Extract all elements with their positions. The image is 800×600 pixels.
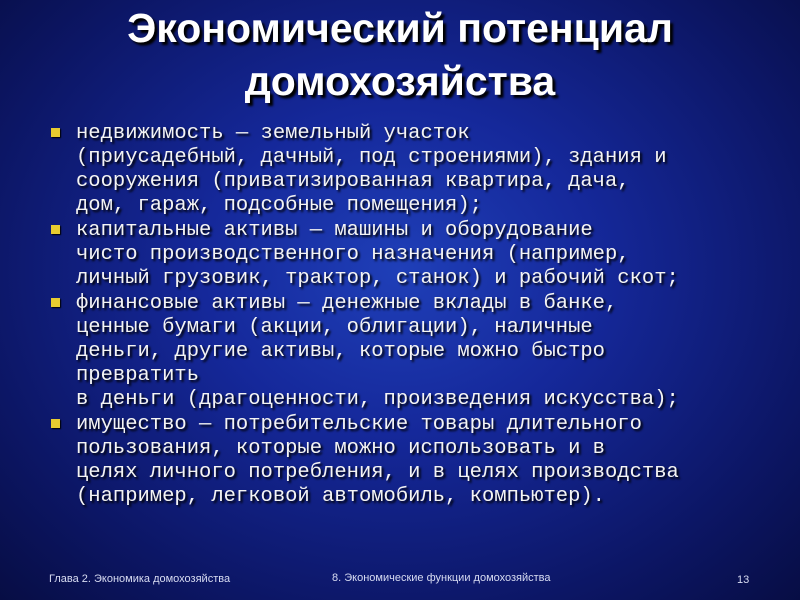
bullet-line: недвижимость — земельный участок xyxy=(76,122,470,145)
square-bullet-icon xyxy=(51,298,60,307)
slide-title-line: Экономический потенциал xyxy=(127,5,673,51)
bullet-line: личный грузовик, трактор, станок) и рабочий скот; xyxy=(76,267,679,290)
bullet-item-financial-assets xyxy=(48,292,793,412)
bullet-text xyxy=(76,292,793,412)
bullet-line: имущество — потребительские товары длительного xyxy=(76,413,642,436)
bullet-line: (например, легковой автомобиль, компьютер). xyxy=(76,485,605,508)
bullet-text xyxy=(76,413,793,509)
bullet-line: превратить xyxy=(76,364,200,387)
footer-chapter: Глава 2. Экономика домохозяйства xyxy=(49,573,231,585)
bullet-line: деньги, другие активы, которые можно быстро xyxy=(76,340,605,363)
bullet-line: дом, гараж, подсобные помещения); xyxy=(76,194,482,217)
square-bullet-icon xyxy=(51,225,60,234)
bullet-item-capital-assets xyxy=(48,219,793,291)
footer-section: 8. Экономические функции домохозяйства xyxy=(332,572,551,584)
bullet-list xyxy=(48,122,793,510)
bullet-line: финансовые активы — денежные вклады в банке, xyxy=(76,292,618,315)
square-bullet-icon xyxy=(51,128,60,137)
bullet-item-property xyxy=(48,413,793,509)
bullet-line: целях личного потребления, и в целях производства xyxy=(76,461,679,484)
square-bullet-icon xyxy=(51,419,60,428)
slide-number: 13 xyxy=(737,574,750,586)
bullet-line: капитальные активы — машины и оборудование xyxy=(76,219,593,242)
slide-title-line: домохозяйства xyxy=(244,58,556,104)
bullet-text xyxy=(76,219,793,291)
slide-title xyxy=(20,2,780,108)
bullet-line: пользования, которые можно использовать и в xyxy=(76,437,605,460)
bullet-line: чисто производственного назначения (например, xyxy=(76,243,630,266)
bullet-text xyxy=(76,122,793,218)
bullet-line: сооружения (приватизированная квартира, дача, xyxy=(76,170,630,193)
bullet-line: (приусадебный, дачный, под строениями), здания и xyxy=(76,146,667,169)
bullet-item-real-estate xyxy=(48,122,793,218)
bullet-line: ценные бумаги (акции, облигации), наличные xyxy=(76,316,593,339)
bullet-line: в деньги (драгоценности, произведения искусства); xyxy=(76,388,679,411)
